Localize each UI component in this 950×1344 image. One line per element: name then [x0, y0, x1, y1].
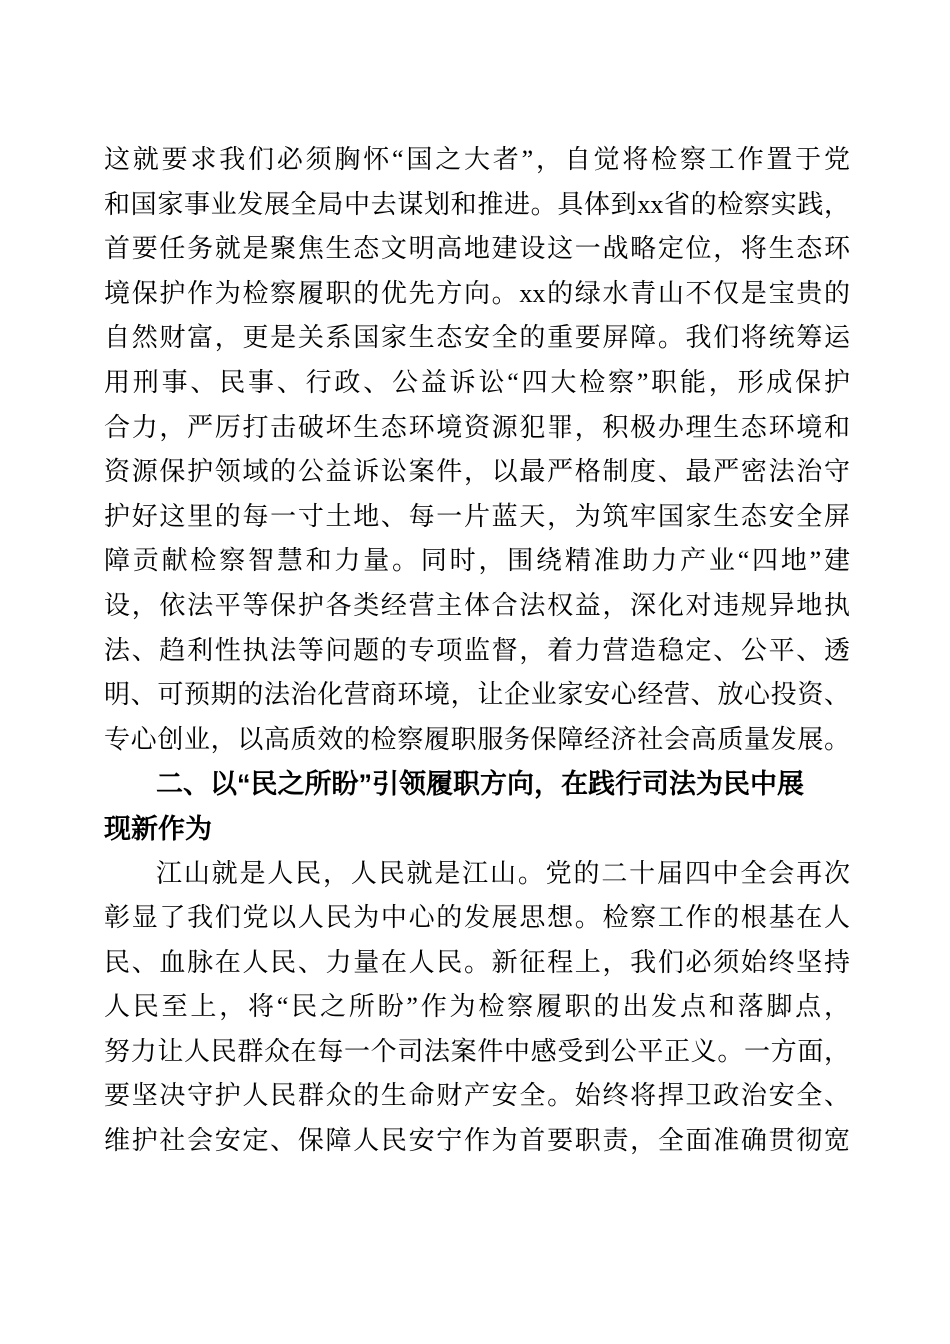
body-line: 专心创业，以高质效的检察履职服务保障经济社会高质量发展。 [104, 724, 850, 754]
section-heading-line: 二、以“民之所盼”引领履职方向，在践行司法为民中展 [156, 769, 804, 800]
body-line: 努力让人民群众在每一个司法案件中感受到公平正义。一方面， [104, 1036, 850, 1066]
body-line: 合力，严厉打击破坏生态环境资源犯罪，积极办理生态环境和 [104, 412, 850, 442]
section-heading-line: 现新作为 [104, 813, 212, 844]
body-line: 明、可预期的法治化营商环境，让企业家安心经营、放心投资、 [104, 680, 850, 710]
body-line: 用刑事、民事、行政、公益诉讼“四大检察”职能，形成保护 [104, 367, 850, 397]
body-line: 要坚决守护人民群众的生命财产安全。始终将捍卫政治安全、 [104, 1081, 850, 1111]
body-line: 首要任务就是聚焦生态文明高地建设这一战略定位，将生态环 [104, 234, 850, 264]
body-line: 和国家事业发展全局中去谋划和推进。具体到xx省的检察实践， [104, 189, 850, 219]
body-line: 护好这里的每一寸土地、每一片蓝天，为筑牢国家生态安全屏 [104, 501, 850, 531]
body-line: 设，依法平等保护各类经营主体合法权益，深化对违规异地执 [104, 590, 850, 620]
body-line: 资源保护领域的公益诉讼案件，以最严格制度、最严密法治守 [104, 457, 850, 487]
body-line: 彰显了我们党以人民为中心的发展思想。检察工作的根基在人 [104, 903, 850, 933]
body-line: 自然财富，更是关系国家生态安全的重要屏障。我们将统筹运 [104, 323, 850, 353]
body-line: 障贡献检察智慧和力量。同时，围绕精准助力产业“四地”建 [104, 546, 850, 576]
body-line: 境保护作为检察履职的优先方向。xx的绿水青山不仅是宝贵的 [104, 278, 850, 308]
body-line: 民、血脉在人民、力量在人民。新征程上，我们必须始终坚持 [104, 947, 850, 977]
body-line: 人民至上，将“民之所盼”作为检察履职的出发点和落脚点， [104, 992, 850, 1022]
document-text [104, 138, 850, 1164]
body-line: 这就要求我们必须胸怀“国之大者”，自觉将检察工作置于党 [104, 145, 850, 174]
body-line: 江山就是人民，人民就是江山。党的二十届四中全会再次 [156, 858, 850, 888]
body-line: 维护社会安定、保障人民安宁作为首要职责，全面准确贯彻宽 [104, 1126, 850, 1156]
body-line: 法、趋利性执法等问题的专项监督，着力营造稳定、公平、透 [104, 635, 850, 665]
